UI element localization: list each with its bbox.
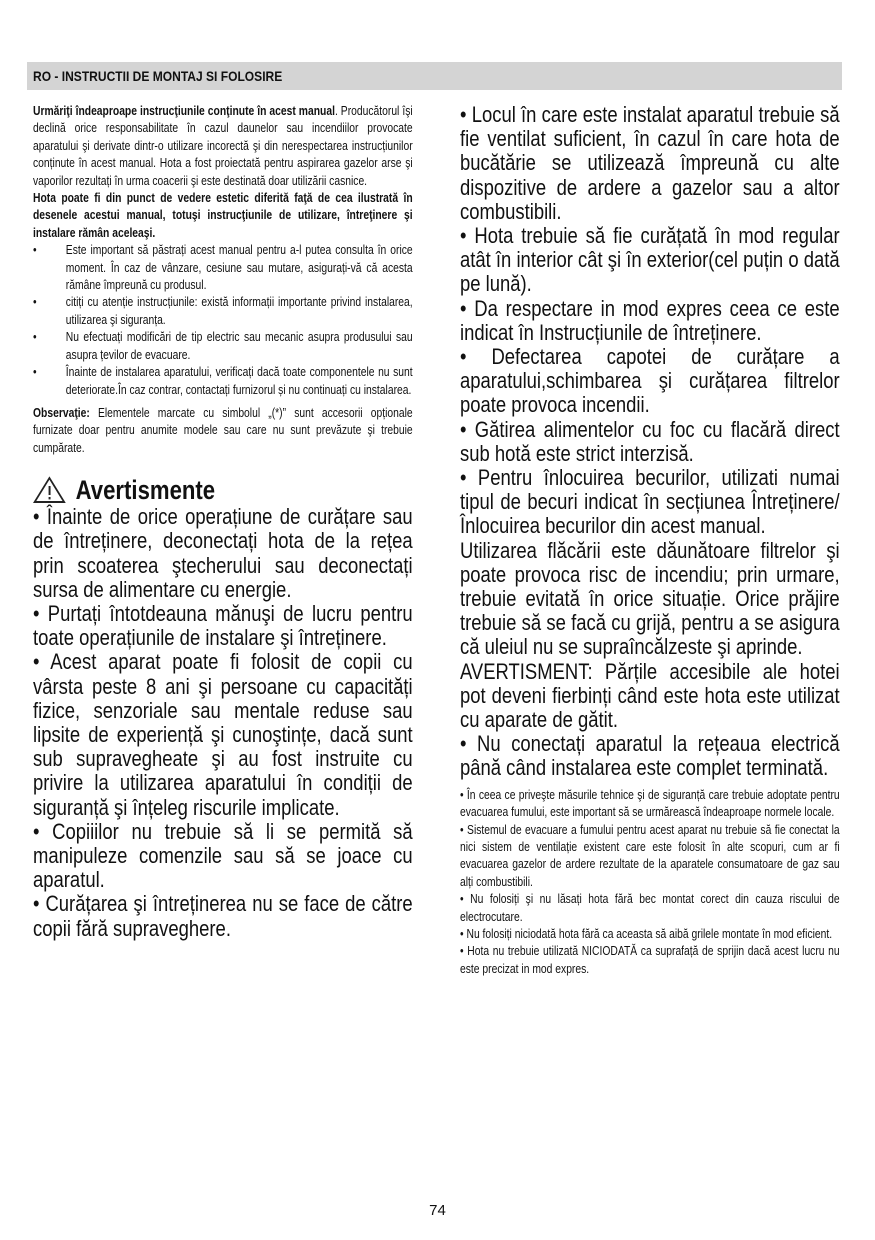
small-paragraph: • Sistemul de evacuare a fumului pentru acest aparat nu trebuie să fie conectat la nici sistem de ventilație existent care este folosit în alte scopuri, cum ar fi evacuarea gazelor de ardere rezultate de la aparatele consumatoare de gaz sau alți combustibili. [460,822,840,889]
warnings-heading [33,475,413,505]
left-column [33,103,413,941]
design-note-bold: Hota poate fi din punct de vedere estetic diferită faţă de cea ilustrată în desenele acestui manual, totuşi instrucţiunile de utilizare, întreţinere şi instalare rămân aceleaşi. [33,191,413,240]
warning-paragraph: • Copiiilor nu trebuie să li se permită să manipuleze comenzile sau să se joace cu aparatul. [33,818,413,893]
list-item [33,242,413,294]
right-paragraph: • Defectarea capotei de curățare a aparatului,schimbarea şi curățarea filtrelor poate provoca incendii. [460,344,840,418]
page-number: 74 [429,1202,446,1219]
right-column [460,103,840,978]
bullet-icon: • [33,295,37,310]
bullet-text: Este important să păstrați acest manual pentru a-l putea consulta în orice moment. În caz de vânzare, cesiune sau mutare, asigurați-vă că acesta rămâne împreună cu produsul. [65,243,413,293]
observation-text: Elementele marcate cu simbolul „(*)” sunt accesorii opționale furnizate doar pentru anumite modele sau care nu sunt prevăzute şi trebuie cumpărate. [33,405,413,455]
intro-section [33,103,413,457]
warning-paragraph: • Purtați întotdeauna mănuşi de lucru pentru toate operațiunile de instalare şi întreținere. [33,600,413,651]
warning-triangle-icon [33,476,66,504]
warning-paragraph: • Înainte de orice operațiune de curățare sau de întreținere, deconectați hota de la rețea prin scoaterea ştecherului sau deconectați sursa de alimentare cu energie. [33,504,413,602]
warning-paragraph: • Curățarea şi întreținerea nu se face de către copii fără supraveghere. [33,891,413,941]
section-title: RO - INSTRUCTII DE MONTAJ SI FOLOSIRE [33,68,283,84]
small-paragraph: • În ceea ce priveşte măsurile tehnice şi de siguranță care trebuie adoptate pentru evacuarea fumului, este important să se urmărească îndeaproape normele locale. [460,787,840,820]
intro-paragraph [33,103,413,190]
small-paragraph: • Hota nu trebuie utilizată NICIODATĂ ca suprafață de sprijin dacă acest lucru nu este precizat in mod expres. [460,944,840,976]
list-item [33,294,413,329]
bullet-text: citiți cu atenție instrucțiunile: există informații importante privind instalarea, utilizarea şi siguranța. [65,295,413,327]
list-item [33,364,413,399]
intro-bullets [33,242,413,399]
small-paragraph: • Nu folosiți niciodată hota fără ca aceasta să aibă grilele montate în mod eficient. [460,926,833,941]
bullet-text: Înainte de instalarea aparatului, verificați dacă toate componentele nu sunt deteriorate.În caz contrar, contactați furnizorul și nu continuați cu instalarea. [65,365,413,397]
warning-paragraph: • Acest aparat poate fi folosit de copii cu vârsta peste 8 ani şi persoane cu capacități fizice, senzoriale sau mentale reduse sau lipsite de experiență şi cunoştințe, dacă sunt sub supravegheate şi au fost instruite cu privire la utilizarea aparatului în condiții de siguranță şi înțeleg riscurile implicate. [33,649,413,820]
warnings-title: Avertismente [75,474,216,505]
list-item [33,329,413,364]
observation-label: Observaţie: [33,405,90,420]
right-paragraph: • Pentru înlocuirea becurilor, utilizati numai tipul de becuri indicat în secțiunea Întreținere/Înlocuirea becurilor din acest manual. [460,465,840,539]
observation [33,405,413,457]
right-paragraph: AVERTISMENT: Părțile accesibile ale hotei pot deveni fierbinți când este hota este utilizat cu aparate de gătit. [460,658,840,733]
bullet-text: Nu efectuați modificări de tip electric sau mecanic asupra produsului sau asupra țevilor de evacuare. [65,330,413,362]
bullet-icon: • [33,243,37,258]
design-note [33,190,413,242]
intro-bold: Urmăriţi îndeaproape instrucţiunile conţinute în acest manual [33,104,335,118]
right-paragraph: • Da respectare in mod expres ceea ce este indicat în Instrucțiunile de întreținere. [460,295,840,345]
bullet-icon: • [33,330,37,345]
right-paragraph: • Hota trebuie să fie curățată în mod regular atât în interior cât şi în exterior(cel puțin o dată pe lună). [460,223,840,297]
small-paragraph: • Nu folosiți şi nu lăsați hota fără bec montat corect din cauza riscului de electrocutare. [460,892,840,924]
right-small-text [460,787,840,978]
intro-text: . Producătorul îşi declină orice responsabilitate în cazul daunelor sau incendiilor provocate aparatului şi derivate dintr-o utilizare incorectă şi din nerespectarea instrucțiunilor conținute în acest manual. Hota a fost proiectată pentru aspirarea gazelor arse şi vaporilor rezultați în urma coacerii şi este destinată doar utilizării casnice. [33,104,413,188]
warnings-body [33,505,413,941]
right-paragraph: • Gătirea alimentelor cu foc cu flacără direct sub hotă este strict interzisă. [460,416,840,466]
section-header [27,62,842,90]
right-paragraph: Utilizarea flăcării este dăunătoare filtrelor şi poate provoca risc de incendiu; prin urmare, trebuie evitată în orice situație. Orice prăjire trebuie să se facă cu grijă, pentru a se asigura că uleiul nu se supraîncălzeste şi aprinde. [460,537,840,660]
right-paragraph: • Nu conectați aparatul la rețeaua electrică până când instalarea este complet terminată. [460,731,840,781]
right-paragraph: • Locul în care este instalat aparatul trebuie să fie ventilat suficient, în cazul în care hota de bucătărie se utilizează împreună cu alte dispozitive de ardere a gazelor sau a altor combustibili. [460,102,840,224]
right-large-text [460,103,840,781]
bullet-icon: • [33,365,37,380]
